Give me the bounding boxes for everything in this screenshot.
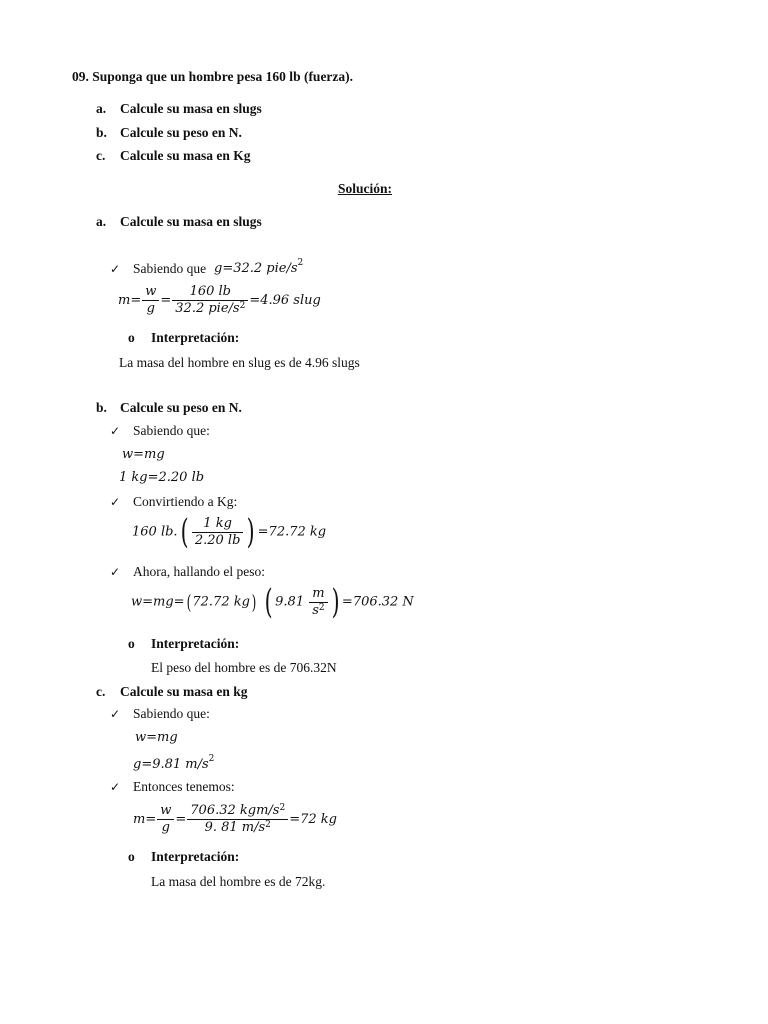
problem-item-marker: b. <box>96 125 107 140</box>
part-a-heading: Calcule su masa en slugs <box>120 214 262 229</box>
check-icon: ✓ <box>110 262 121 276</box>
bullet-o-icon: o <box>128 330 135 345</box>
part-c-marker: c. <box>96 684 106 699</box>
part-b-conversion-equation: 160 lb.( $\frac{1 kg}{2.20 lb}$ ) =72.72 kg <box>132 512 327 552</box>
problem-item-a: Calcule su masa en slugs <box>120 101 262 116</box>
part-b-formula-2: 1 kg=2.20 lb <box>119 470 205 485</box>
part-b-convert-label: Convirtiendo a Kg: <box>133 494 238 509</box>
part-c-mass-equation: m= $\frac{w}{g}$ = $\frac{706.32 kgm/s^2}{9. 81 m/s^2}$ =72 kg <box>133 803 337 835</box>
part-b-given-label: Sabiendo que: <box>133 423 210 438</box>
problem-title: 09. Suponga que un hombre pesa 160 lb (fuerza). <box>72 69 354 84</box>
part-c-formula-1: w=mg <box>135 730 178 745</box>
part-a-interp-label: Interpretación: <box>151 330 240 345</box>
part-a-given-formula: g=32.2 pie/$s^2$ <box>214 258 304 276</box>
part-c-formula-2: g=9.81 $m/s^2$ <box>133 754 215 772</box>
part-b-marker: b. <box>96 400 107 415</box>
part-c-given-label: Sabiendo que: <box>133 706 210 721</box>
part-b-interp-text: El peso del hombre es de 706.32N <box>151 660 337 675</box>
bullet-o-icon: o <box>128 849 135 864</box>
part-b-weight-equation: w=mg=( 72.72 kg) ( 9.81 $\frac{m}{s^2}$ ) =706.32 N <box>131 582 414 622</box>
check-icon: ✓ <box>110 495 121 509</box>
part-c-interp-label: Interpretación: <box>151 849 240 864</box>
part-a-interp-text: La masa del hombre en slug es de 4.96 slugs <box>119 355 360 370</box>
problem-item-marker: c. <box>96 148 106 163</box>
part-b-formula-1: w=mg <box>122 447 165 462</box>
part-b-interp-label: Interpretación: <box>151 636 240 651</box>
bullet-o-icon: o <box>128 636 135 651</box>
check-icon: ✓ <box>110 780 121 794</box>
problem-item-b: Calcule su peso en N. <box>120 125 242 140</box>
part-b-heading: Calcule su peso en N. <box>120 400 242 415</box>
part-c-interp-text: La masa del hombre es de 72kg. <box>151 874 326 889</box>
solution-heading: Solución: <box>338 181 393 196</box>
check-icon: ✓ <box>110 424 121 438</box>
check-icon: ✓ <box>110 565 121 579</box>
check-icon: ✓ <box>110 707 121 721</box>
part-a-marker: a. <box>96 214 107 229</box>
problem-item-marker: a. <box>96 101 107 116</box>
problem-item-c: Calcule su masa en Kg <box>120 148 251 163</box>
part-c-then-label: Entonces tenemos: <box>133 779 235 794</box>
part-c-heading: Calcule su masa en kg <box>120 684 248 699</box>
part-b-weight-label: Ahora, hallando el peso: <box>133 564 265 579</box>
part-a-mass-equation: m= $\frac{w}{g}$ = $\frac{160 lb}{32.2 pie/s^2}$ =4.96 slug <box>118 284 321 316</box>
part-a-given-label: Sabiendo que <box>133 261 207 276</box>
